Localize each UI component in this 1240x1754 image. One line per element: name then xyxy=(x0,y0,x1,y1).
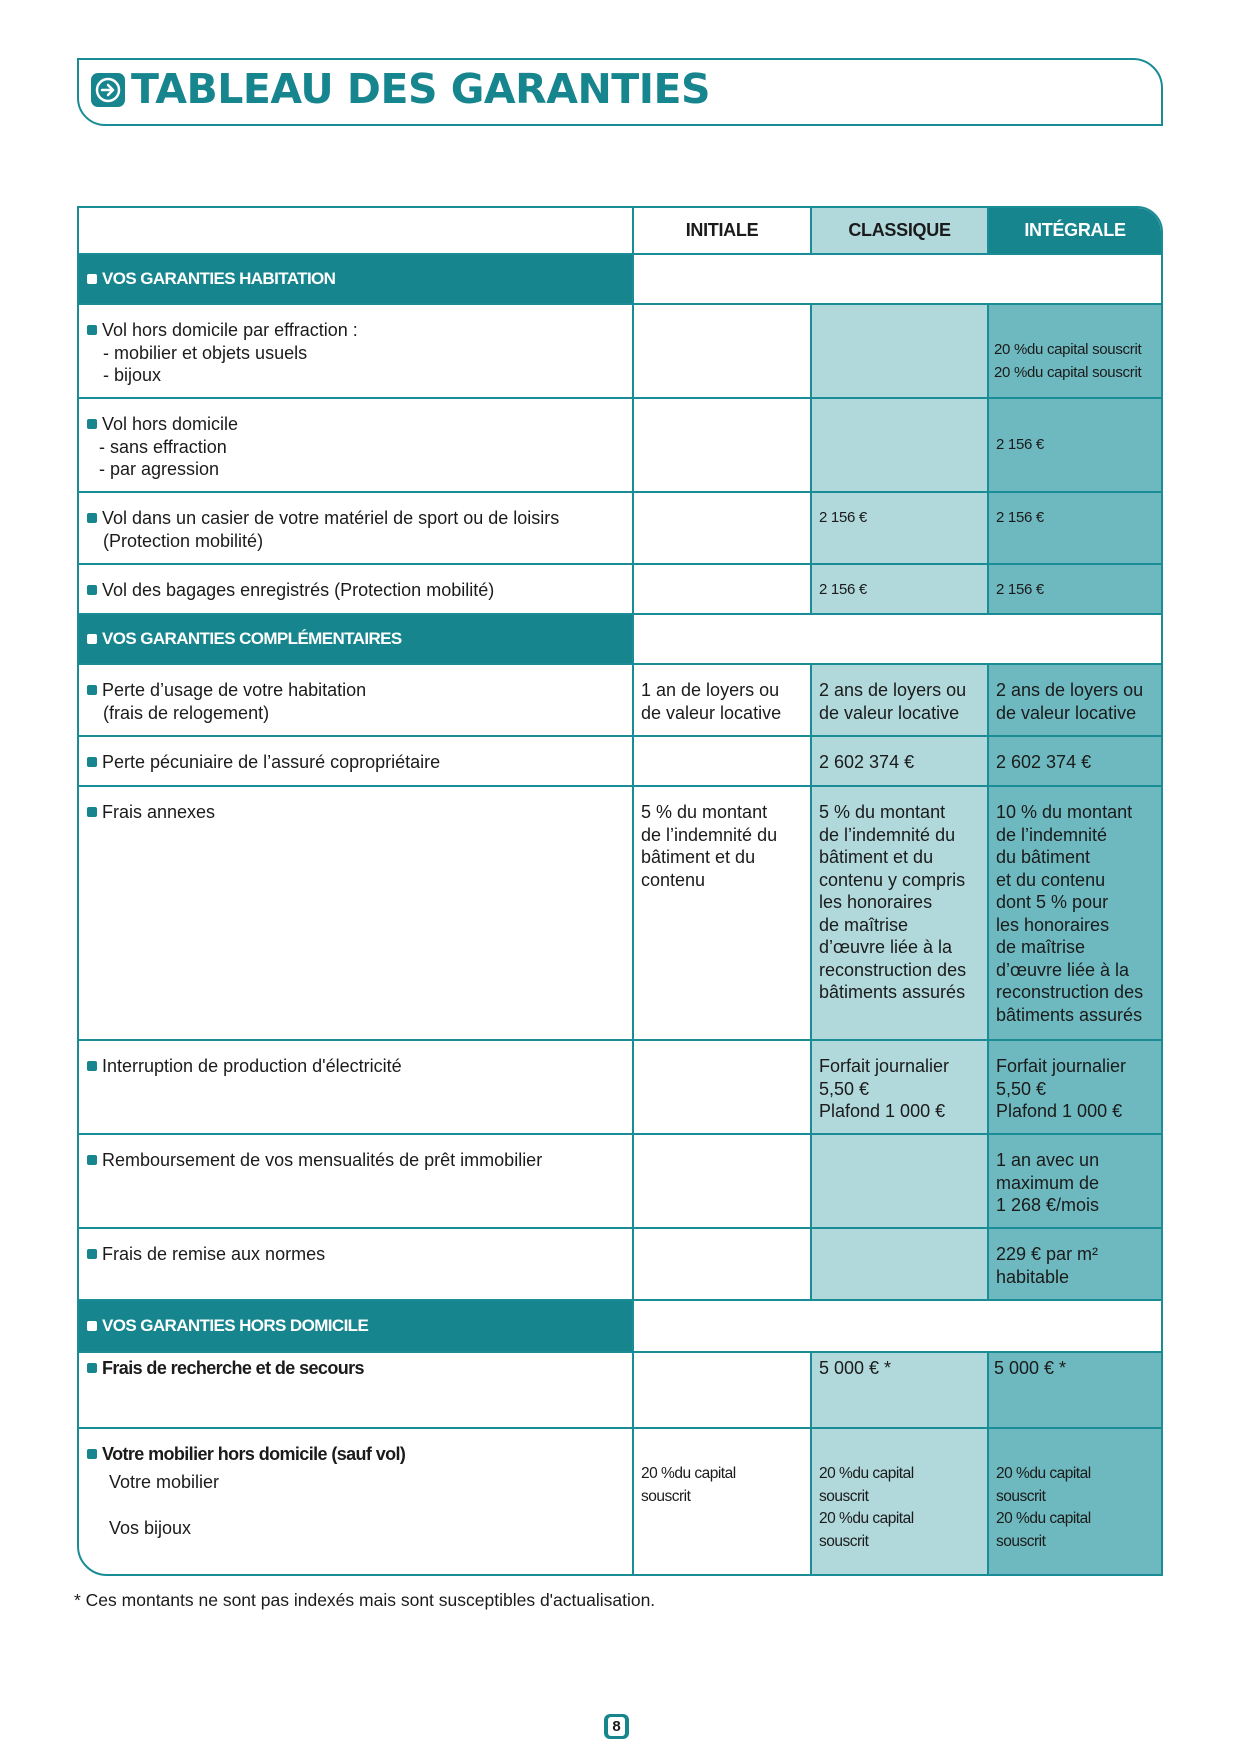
cell-value xyxy=(996,1243,1157,1288)
row-label xyxy=(87,1243,325,1266)
value-line: bâtiment et du xyxy=(641,847,756,867)
value-line: 1 an de loyers ou xyxy=(641,680,780,700)
arrow-right-icon xyxy=(91,73,125,107)
page-number-badge xyxy=(604,1714,629,1739)
classique-cell xyxy=(810,737,987,785)
bullet-square-icon xyxy=(87,1363,97,1373)
section-label: VOS GARANTIES HABITATION xyxy=(102,269,336,288)
value-line: contenu xyxy=(641,869,706,890)
value-line: souscrit xyxy=(819,1532,869,1550)
section-blank-cell xyxy=(632,255,1161,303)
classique-cell xyxy=(810,565,987,613)
table-row xyxy=(79,1429,1161,1576)
cell-value: 5 000 € * xyxy=(819,1358,892,1378)
value-line: 20 %du capital xyxy=(819,1465,914,1482)
cell-value xyxy=(996,679,1157,724)
cell-value xyxy=(641,679,806,724)
value-line: bâtiment et du xyxy=(819,847,934,867)
cell-value: 2 156 € xyxy=(996,581,1044,598)
label-line: Remboursement de vos mensualités de prêt immobilier xyxy=(102,1150,543,1170)
row-label xyxy=(87,507,559,552)
section-label: VOS GARANTIES HORS DOMICILE xyxy=(102,1316,369,1335)
table-row xyxy=(79,1353,1161,1429)
value-line: 1 an avec un xyxy=(996,1150,1100,1170)
header-classique: CLASSIQUE xyxy=(810,208,987,253)
label-line: Perte pécuniaire de l’assuré copropriétaire xyxy=(102,752,441,772)
bullet-square-icon xyxy=(87,634,97,644)
row-label xyxy=(87,1055,402,1078)
value-line: 5,50 € xyxy=(819,1078,870,1099)
value-line: Forfait journalier xyxy=(819,1056,950,1076)
value-line: les honoraires xyxy=(996,914,1110,935)
value-line: 5,50 € xyxy=(996,1078,1047,1099)
section-row-complementaires xyxy=(79,615,1161,665)
initiale-cell xyxy=(632,1135,810,1227)
bullet-square-icon xyxy=(87,1249,97,1259)
integrale-cell xyxy=(987,1135,1161,1227)
value-line: 5 % du montant xyxy=(819,802,946,822)
initiale-cell xyxy=(632,1353,810,1427)
bullet-square-icon xyxy=(87,1155,97,1165)
value-line: 229 € par m² xyxy=(996,1244,1099,1264)
classique-cell xyxy=(810,1353,987,1427)
cell-value: 2 602 374 € xyxy=(996,752,1092,772)
table-row xyxy=(79,1041,1161,1135)
label-line: - par agression xyxy=(99,459,220,479)
value-line: d’œuvre liée à la xyxy=(996,959,1130,980)
title-banner xyxy=(77,58,1163,126)
cell-value: 2 156 € xyxy=(819,581,867,598)
table-row xyxy=(79,305,1161,399)
row-label xyxy=(87,1149,542,1172)
cell-value xyxy=(641,1463,806,1508)
cell-value xyxy=(996,1463,1157,1553)
classique-cell xyxy=(810,399,987,491)
cell-value xyxy=(994,339,1159,384)
section-title-hors-domicile xyxy=(79,1301,632,1351)
initiale-cell xyxy=(632,1229,810,1299)
table-row xyxy=(79,565,1161,615)
table-row xyxy=(79,493,1161,565)
value-line: de valeur locative xyxy=(641,702,782,723)
initiale-cell xyxy=(632,565,810,613)
value-line: d’œuvre liée à la xyxy=(819,937,953,957)
row-label xyxy=(87,751,440,774)
value-line: 20 %du capital souscrit xyxy=(994,341,1142,358)
value-line: de l’indemnité du xyxy=(819,824,956,845)
label-line: Vol hors domicile xyxy=(102,414,239,434)
bullet-square-icon xyxy=(87,1061,97,1071)
classique-cell xyxy=(810,1135,987,1227)
integrale-cell xyxy=(987,787,1161,1039)
value-line: 20 %du capital xyxy=(996,1510,1091,1527)
value-line: reconstruction des xyxy=(819,959,967,980)
row-label-cell xyxy=(79,1229,632,1299)
cell-value xyxy=(819,1463,983,1553)
label-line: - bijoux xyxy=(103,365,162,385)
value-line: maximum de xyxy=(996,1172,1100,1193)
integrale-cell xyxy=(987,737,1161,785)
row-label-cell xyxy=(79,787,632,1039)
integrale-cell xyxy=(987,493,1161,563)
value-line: 1 268 €/mois xyxy=(996,1195,1100,1215)
label-line: Perte d’usage de votre habitation xyxy=(102,680,367,700)
bullet-square-icon xyxy=(87,419,97,429)
value-line: de valeur locative xyxy=(996,702,1137,723)
integrale-cell xyxy=(987,305,1161,397)
label-line: Frais de recherche et de secours xyxy=(102,1358,364,1378)
classique-cell xyxy=(810,1429,987,1576)
value-line: de l’indemnité du xyxy=(641,824,778,845)
table-row xyxy=(79,1229,1161,1301)
header-integrale: INTÉGRALE xyxy=(987,208,1161,253)
label-line: Vol des bagages enregistrés (Protection mobilité) xyxy=(102,580,495,600)
row-label xyxy=(87,1443,405,1540)
section-row-hors-domicile xyxy=(79,1301,1161,1353)
value-line: habitable xyxy=(996,1266,1070,1287)
integrale-cell xyxy=(987,1041,1161,1133)
value-line: souscrit xyxy=(641,1487,691,1505)
page-number: 8 xyxy=(608,1717,625,1736)
value-line: 20 %du capital souscrit xyxy=(994,363,1142,381)
label-line: - sans effraction xyxy=(99,436,227,457)
label-line: Vos bijoux xyxy=(109,1518,192,1538)
initiale-cell xyxy=(632,493,810,563)
footnote: * Ces montants ne sont pas indexés mais sont susceptibles d'actualisation. xyxy=(74,1590,656,1610)
initiale-cell xyxy=(632,737,810,785)
row-label-cell xyxy=(79,1429,632,1576)
bullet-square-icon xyxy=(87,685,97,695)
classique-cell xyxy=(810,1229,987,1299)
classique-cell xyxy=(810,493,987,563)
value-line: bâtiments assurés xyxy=(996,1004,1143,1025)
initiale-cell xyxy=(632,305,810,397)
value-line: 2 ans de loyers ou xyxy=(819,680,967,700)
guarantees-table xyxy=(77,206,1163,1576)
value-line: les honoraires xyxy=(819,892,933,912)
bullet-square-icon xyxy=(87,513,97,523)
row-label xyxy=(87,801,215,824)
row-label xyxy=(87,413,238,481)
integrale-cell xyxy=(987,1353,1161,1427)
value-line: dont 5 % pour xyxy=(996,892,1109,912)
value-line: 5 % du montant xyxy=(641,802,768,822)
classique-cell xyxy=(810,1041,987,1133)
row-label-cell xyxy=(79,1353,632,1427)
header-initiale: INITIALE xyxy=(632,208,810,253)
initiale-cell xyxy=(632,665,810,735)
cell-value xyxy=(819,1055,983,1123)
classique-cell xyxy=(810,665,987,735)
value-line: de maîtrise xyxy=(819,914,909,935)
row-label xyxy=(87,319,358,387)
section-title-complementaires xyxy=(79,615,632,663)
value-line: et du contenu xyxy=(996,869,1106,890)
cell-value: 2 156 € xyxy=(996,509,1044,526)
bullet-square-icon xyxy=(87,807,97,817)
value-line: souscrit xyxy=(819,1487,869,1505)
section-blank-cell xyxy=(632,1301,1161,1351)
section-blank-cell xyxy=(632,615,1161,663)
section-label: VOS GARANTIES COMPLÉMENTAIRES xyxy=(102,629,402,648)
label-line: Interruption de production d'électricité xyxy=(102,1056,402,1076)
table-row xyxy=(79,399,1161,493)
label-line: (frais de relogement) xyxy=(103,702,270,723)
value-line: de valeur locative xyxy=(819,702,960,723)
cell-value: 2 156 € xyxy=(819,509,867,526)
row-label xyxy=(87,1357,364,1380)
table-row xyxy=(79,1135,1161,1229)
row-label-cell xyxy=(79,737,632,785)
section-title-habitation xyxy=(79,255,632,303)
cell-value xyxy=(641,801,806,891)
row-label xyxy=(87,579,494,602)
label-line: Frais de remise aux normes xyxy=(102,1244,326,1264)
label-line: Frais annexes xyxy=(102,802,216,822)
section-row-habitation xyxy=(79,255,1161,305)
bullet-square-icon xyxy=(87,274,97,284)
row-label-cell xyxy=(79,493,632,563)
value-line: reconstruction des xyxy=(996,982,1144,1002)
value-line: de l’indemnité xyxy=(996,824,1108,845)
value-line: Forfait journalier xyxy=(996,1056,1127,1076)
classique-cell xyxy=(810,305,987,397)
header-empty-cell xyxy=(79,208,632,253)
integrale-cell xyxy=(987,1429,1161,1576)
value-line: 20 %du capital xyxy=(819,1510,914,1527)
bullet-square-icon xyxy=(87,1449,97,1459)
cell-value: 2 156 € xyxy=(996,436,1044,453)
value-line: du bâtiment xyxy=(996,847,1091,867)
label-line: (Protection mobilité) xyxy=(103,530,264,551)
label-line: - mobilier et objets usuels xyxy=(103,342,308,363)
label-line: Vol dans un casier de votre matériel de sport ou de loisirs xyxy=(102,508,560,528)
initiale-cell xyxy=(632,1429,810,1576)
classique-cell xyxy=(810,787,987,1039)
value-line: bâtiments assurés xyxy=(819,982,966,1002)
cell-value xyxy=(996,1149,1157,1217)
value-line: souscrit xyxy=(996,1532,1046,1550)
integrale-cell xyxy=(987,1229,1161,1299)
label-line: Votre mobilier xyxy=(109,1471,220,1492)
value-line: contenu y compris xyxy=(819,869,966,890)
row-label-cell xyxy=(79,399,632,491)
value-line: 10 % du montant xyxy=(996,802,1133,822)
label-line: Votre mobilier hors domicile (sauf vol) xyxy=(102,1444,406,1464)
cell-value xyxy=(819,679,983,724)
cell-value: 5 000 € * xyxy=(994,1358,1067,1378)
row-label-cell xyxy=(79,665,632,735)
table-header-row xyxy=(79,208,1161,255)
cell-value xyxy=(996,801,1157,1026)
row-label-cell xyxy=(79,1135,632,1227)
cell-value xyxy=(996,1055,1157,1123)
integrale-cell xyxy=(987,565,1161,613)
table-row xyxy=(79,665,1161,737)
value-line: 20 %du capital xyxy=(996,1465,1091,1482)
label-line: Vol hors domicile par effraction : xyxy=(102,320,358,340)
value-line: de maîtrise xyxy=(996,937,1086,957)
row-label-cell xyxy=(79,565,632,613)
value-line: Plafond 1 000 € xyxy=(819,1101,946,1121)
bullet-square-icon xyxy=(87,325,97,335)
integrale-cell xyxy=(987,399,1161,491)
integrale-cell xyxy=(987,665,1161,735)
row-label xyxy=(87,679,366,724)
initiale-cell xyxy=(632,787,810,1039)
bullet-square-icon xyxy=(87,1321,97,1331)
value-line: Plafond 1 000 € xyxy=(996,1101,1123,1121)
initiale-cell xyxy=(632,1041,810,1133)
row-label-cell xyxy=(79,1041,632,1133)
initiale-cell xyxy=(632,399,810,491)
value-line: 2 ans de loyers ou xyxy=(996,680,1144,700)
table-row xyxy=(79,737,1161,787)
row-label-cell xyxy=(79,305,632,397)
value-line: 20 %du capital xyxy=(641,1465,736,1482)
value-line: souscrit xyxy=(996,1487,1046,1505)
cell-value: 2 602 374 € xyxy=(819,752,915,772)
cell-value xyxy=(819,801,983,1004)
table-row xyxy=(79,787,1161,1041)
bullet-square-icon xyxy=(87,757,97,767)
page-title: TABLEAU DES GARANTIES xyxy=(131,65,711,113)
bullet-square-icon xyxy=(87,585,97,595)
